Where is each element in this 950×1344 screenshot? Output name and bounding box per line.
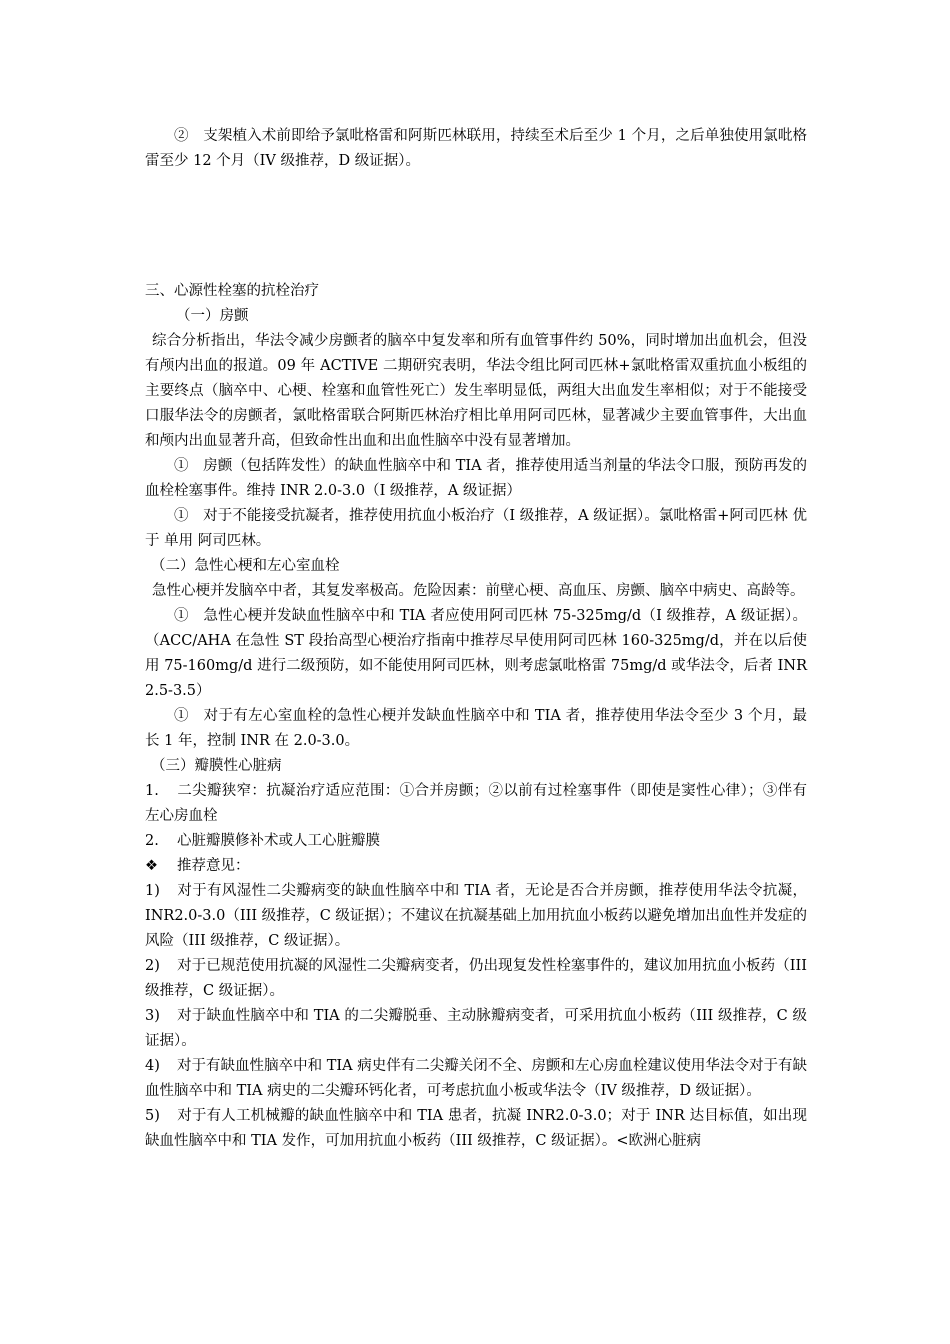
list-number: 2.: [145, 833, 159, 849]
paragraph-af-intro: 综合分析指出，华法令减少房颤者的脑卒中复发率和所有血管事件约 50%，同时增加出血机会，但没有颅内出血的报道。09 年 ACTIVE 二期研究表明，华法令组比阿司匹林+氯吡格雷双重抗血小板组的主要终点（脑卒中、心梗、栓塞和血管性死亡）发生率明显低，两组大出血发生率相似；对于不能接受口服华法令的房颤者，氯吡格雷联合阿斯匹林治疗相比单用阿司匹林，显著减少主要血管事件，大出血和颅内出血显著升高，但致命性出血和出血性脑卒中没有显著增加。: [145, 333, 807, 449]
subsection-heading-valve: （三）瓣膜性心脏病: [151, 758, 282, 774]
list-number: 5): [145, 1108, 160, 1124]
recommendation-item-5: [145, 1104, 807, 1154]
list-text: 心脏瓣膜修补术或人工心脏瓣膜: [177, 833, 380, 849]
list-text: 对于缺血性脑卒中和 TIA 的二尖瓣脱垂、主动脉瓣病变者，可采用抗血小板药（III 级推荐，C 级证据）。: [145, 1008, 807, 1049]
paragraph-af-recommendation-1: ① 房颤（包括阵发性）的缺血性脑卒中和 TIA 者，推荐使用适当剂量的华法令口服，预防再发的血栓栓塞事件。维持 INR 2.0-3.0（I 级推荐，A 级证据）: [145, 458, 807, 499]
list-number: 4): [145, 1058, 160, 1074]
list-number: 1): [145, 883, 160, 899]
list-item-valve-2: [145, 829, 807, 854]
recommendation-item-1: [145, 879, 807, 954]
blank-space: [145, 174, 807, 279]
list-number: 3): [145, 1008, 160, 1024]
diamond-bullet-icon: ❖: [145, 858, 158, 874]
list-text: 对于已规范使用抗凝的风湿性二尖瓣病变者，仍出现复发性栓塞事件的，建议加用抗血小板药（III 级推荐，C 级证据）。: [145, 958, 807, 999]
list-text: 对于有缺血性脑卒中和 TIA 病史伴有二尖瓣关闭不全、房颤和左心房血栓建议使用华法令对于有缺血性脑卒中和 TIA 病史的二尖瓣环钙化者，可考虑抗血小板或华法令（IV 级推荐，D 级证据）。: [145, 1058, 807, 1099]
paragraph-af-recommendation-2: ① 对于不能接受抗凝者，推荐使用抗血小板治疗（I 级推荐，A 级证据）。氯吡格雷+阿司匹林 优于 单用 阿司匹林。: [145, 508, 807, 549]
list-text: 对于有风湿性二尖瓣病变的缺血性脑卒中和 TIA 者，无论是否合并房颤，推荐使用华法令抗凝，INR2.0-3.0（III 级推荐，C 级证据）；不建议在抗凝基础上加用抗血小板药以避免增加出血性并发症的风险（III 级推荐，C 级证据）。: [145, 883, 807, 949]
paragraph-mi-intro: 急性心梗并发脑卒中者，其复发率极高。危险因素：前壁心梗、高血压、房颤、脑卒中病史、高龄等。: [152, 583, 805, 599]
paragraph-mi-recommendation-2: ① 对于有左心室血栓的急性心梗并发缺血性脑卒中和 TIA 者，推荐使用华法令至少 3 个月，最长 1 年，控制 INR 在 2.0-3.0。: [145, 708, 807, 749]
subsection-heading-af: （一）房颤: [176, 308, 249, 324]
recommendation-heading: [145, 854, 807, 879]
document-body: [145, 124, 807, 1154]
subsection-heading-mi: （二）急性心梗和左心室血栓: [151, 558, 340, 574]
list-text: 二尖瓣狭窄：抗凝治疗适应范围：①合并房颤；②以前有过栓塞事件（即使是窦性心律）；③伴有左心房血栓: [145, 783, 807, 824]
recommendation-item-3: [145, 1004, 807, 1054]
list-text: 对于有人工机械瓣的缺血性脑卒中和 TIA 患者，抗凝 INR2.0-3.0；对于 INR 达目标值，如出现缺血性脑卒中和 TIA 发作，可加用抗血小板药（III 级推荐，C 级证据）。<欧洲心脏病: [145, 1108, 807, 1149]
list-number: 1.: [145, 783, 159, 799]
recommendation-item-4: [145, 1054, 807, 1104]
recommendation-title: 推荐意见：: [177, 858, 250, 874]
section-heading-cardioembolic: 三、心源性栓塞的抗栓治疗: [145, 283, 319, 299]
recommendation-item-2: [145, 954, 807, 1004]
list-item-valve-1: [145, 779, 807, 829]
list-number: 2): [145, 958, 160, 974]
paragraph-mi-recommendation-1: ① 急性心梗并发缺血性脑卒中和 TIA 者应使用阿司匹林 75-325mg/d（I 级推荐，A 级证据）。（ACC/AHA 在急性 ST 段抬高型心梗治疗指南中推荐尽早使用阿司匹林 160-325mg/d，并在以后使用 75-160mg/d 进行二级预防，如不能使用阿司匹林，则考虑氯吡格雷 75mg/d 或华法令，后者 INR 2.5-3.5）: [145, 608, 807, 699]
paragraph-stent-recommendation: ② 支架植入术前即给予氯吡格雷和阿斯匹林联用，持续至术后至少 1 个月，之后单独使用氯吡格雷至少 12 个月（IV 级推荐，D 级证据）。: [145, 128, 807, 169]
